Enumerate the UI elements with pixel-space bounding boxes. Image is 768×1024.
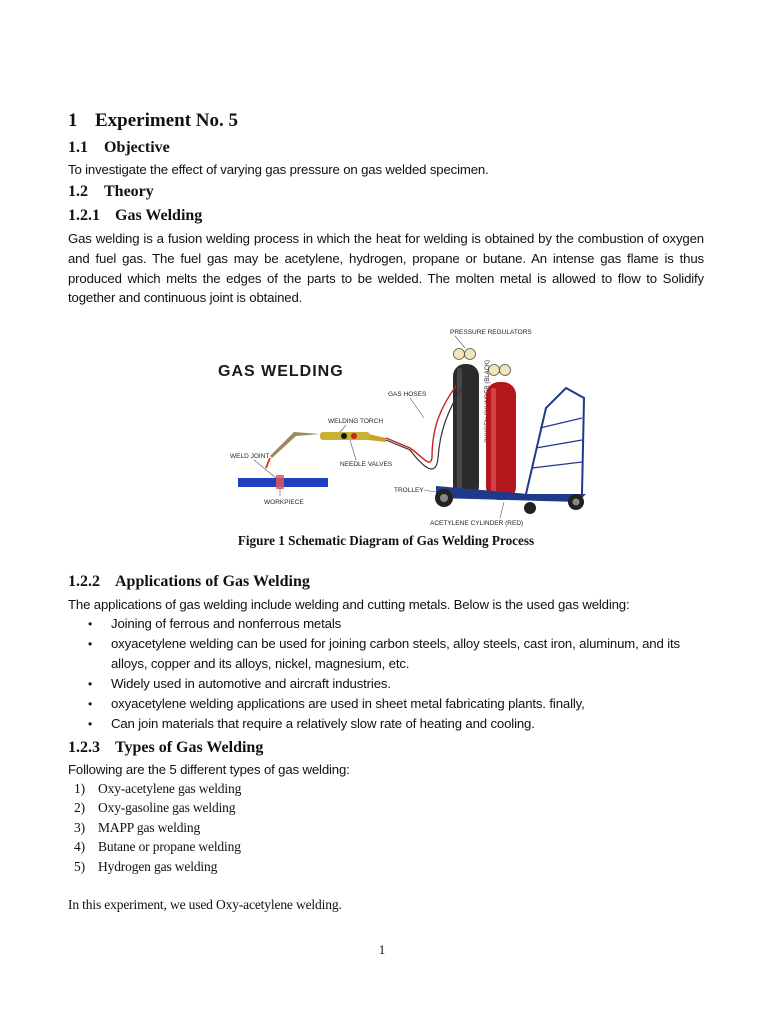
gas-welding-heading xyxy=(68,207,202,225)
objective-text: To investigate the effect of varying gas pressure on gas welded specimen. xyxy=(68,162,489,177)
trolley-hub-right xyxy=(573,499,580,506)
list-item: • Widely used in automotive and aircraft industries. xyxy=(68,674,708,694)
leader-line-trolley xyxy=(424,490,436,492)
objective-heading xyxy=(68,139,170,157)
list-item xyxy=(68,837,708,856)
label-trolley: TROLLEY xyxy=(394,487,424,494)
weld-joint-mark xyxy=(276,475,284,489)
acetylene-cylinder xyxy=(486,382,516,500)
gas-welding-number: 1.2.1 xyxy=(68,207,100,224)
theory-heading xyxy=(68,183,154,201)
types-intro: Following are the 5 different types of gas welding: xyxy=(68,762,350,777)
list-index: 1) xyxy=(74,781,85,796)
leader-line-acetylene xyxy=(500,502,504,518)
list-text: Butane or propane welding xyxy=(98,839,241,855)
acetylene-regulator-gauge-2 xyxy=(500,365,511,376)
chapter-heading xyxy=(68,110,238,132)
applications-number: 1.2.2 xyxy=(68,573,100,590)
types-heading xyxy=(68,739,263,757)
list-text: MAPP gas welding xyxy=(98,819,201,835)
list-index: 5) xyxy=(74,858,85,874)
types-number: 1.2.3 xyxy=(68,739,100,756)
leader-line-hoses xyxy=(410,398,424,418)
theory-title: Theory xyxy=(104,183,154,200)
label-workpiece: WORKPIECE xyxy=(264,499,304,506)
list-index: 4) xyxy=(74,839,85,855)
oxygen-cylinder-highlight xyxy=(457,368,462,494)
list-text: Hydrogen gas welding xyxy=(98,858,218,874)
list-item xyxy=(68,779,708,798)
gas-welding-title: Gas Welding xyxy=(115,207,203,224)
list-item xyxy=(68,818,708,837)
applications-intro: The applications of gas welding include welding and cutting metals. Below is the used gas welding: xyxy=(68,597,630,612)
list-item: • Joining of ferrous and nonferrous metals xyxy=(68,614,708,634)
list-item: • Can join materials that require a relatively slow rate of heating and cooling. xyxy=(68,714,708,734)
label-acetylene-cylinder: ACETYLENE CYLINDER (RED) xyxy=(430,520,524,527)
torch-handle-end xyxy=(368,434,386,442)
acetylene-cylinder-highlight xyxy=(491,388,496,496)
label-needle-valves: NEEDLE VALVES xyxy=(340,461,393,468)
oxygen-hose xyxy=(386,388,462,469)
label-gas-hoses: GAS HOSES xyxy=(388,391,427,398)
list-item xyxy=(68,857,708,876)
types-title: Types of Gas Welding xyxy=(115,739,264,756)
list-item: • oxyacetylene welding applications are used in sheet metal fabricating plants. finally, xyxy=(68,694,708,714)
trolley-hub-left xyxy=(440,494,448,502)
leader-line-weld-joint xyxy=(254,460,276,478)
figure-caption: Figure 1 Schematic Diagram of Gas Welding Process xyxy=(237,533,535,548)
closing-text: In this experiment, we used Oxy-acetylene welding. xyxy=(68,897,342,912)
torch-tip xyxy=(270,432,320,458)
list-text: Oxy-gasoline gas welding xyxy=(98,800,236,816)
leader-line-regulators xyxy=(455,336,465,348)
applications-heading xyxy=(68,573,310,591)
list-text: Oxy-acetylene gas welding xyxy=(98,781,242,796)
label-welding-torch: WELDING TORCH xyxy=(328,418,384,425)
label-weld-joint: WELD JOINT xyxy=(230,453,270,460)
applications-list xyxy=(68,614,708,734)
objective-title: Objective xyxy=(104,139,170,156)
needle-valve-oxygen xyxy=(341,433,347,439)
page-number: 1 xyxy=(378,942,386,957)
chapter-number: 1 xyxy=(68,110,78,131)
needle-valve-acetylene xyxy=(351,433,357,439)
oxygen-cylinder xyxy=(453,364,479,498)
leader-line-needle-valves xyxy=(350,440,356,460)
gas-welding-diagram xyxy=(210,318,590,534)
figure-title: GAS WELDING xyxy=(218,363,344,380)
trolley-wheel-front xyxy=(524,502,536,514)
leader-line-torch xyxy=(340,425,346,432)
list-index: 2) xyxy=(74,800,85,816)
list-item: • oxyacetylene welding can be used for joining carbon steels, alloy steels, cast iron, aluminum, and its alloys, copper and its alloys, nickel, magnesium, etc. xyxy=(68,634,708,674)
list-index: 3) xyxy=(74,819,85,835)
gas-welding-text: Gas welding is a fusion welding process in which the heat for welding is obtained by the combustion of oxygen and fuel gas. The fuel gas may be acetylene, hydrogen, propane or butane. An intense gas flame is thus produced which melts the edges of the parts to be welded. The molten metal is allowed to flow to Solidify together and continuous joint is obtained. xyxy=(68,231,704,306)
types-list xyxy=(68,779,708,876)
gas-welding-figure xyxy=(210,318,590,534)
list-item xyxy=(68,798,708,817)
objective-number: 1.1 xyxy=(68,139,88,156)
applications-title: Applications of Gas Welding xyxy=(115,573,310,590)
oxygen-regulator-gauge-2 xyxy=(465,349,476,360)
label-pressure-regulators: PRESSURE REGULATORS xyxy=(450,329,532,336)
theory-number: 1.2 xyxy=(68,183,88,200)
chapter-title: Experiment No. 5 xyxy=(95,110,239,131)
trolley-rails xyxy=(532,418,582,468)
oxygen-regulator-gauge xyxy=(454,349,465,360)
